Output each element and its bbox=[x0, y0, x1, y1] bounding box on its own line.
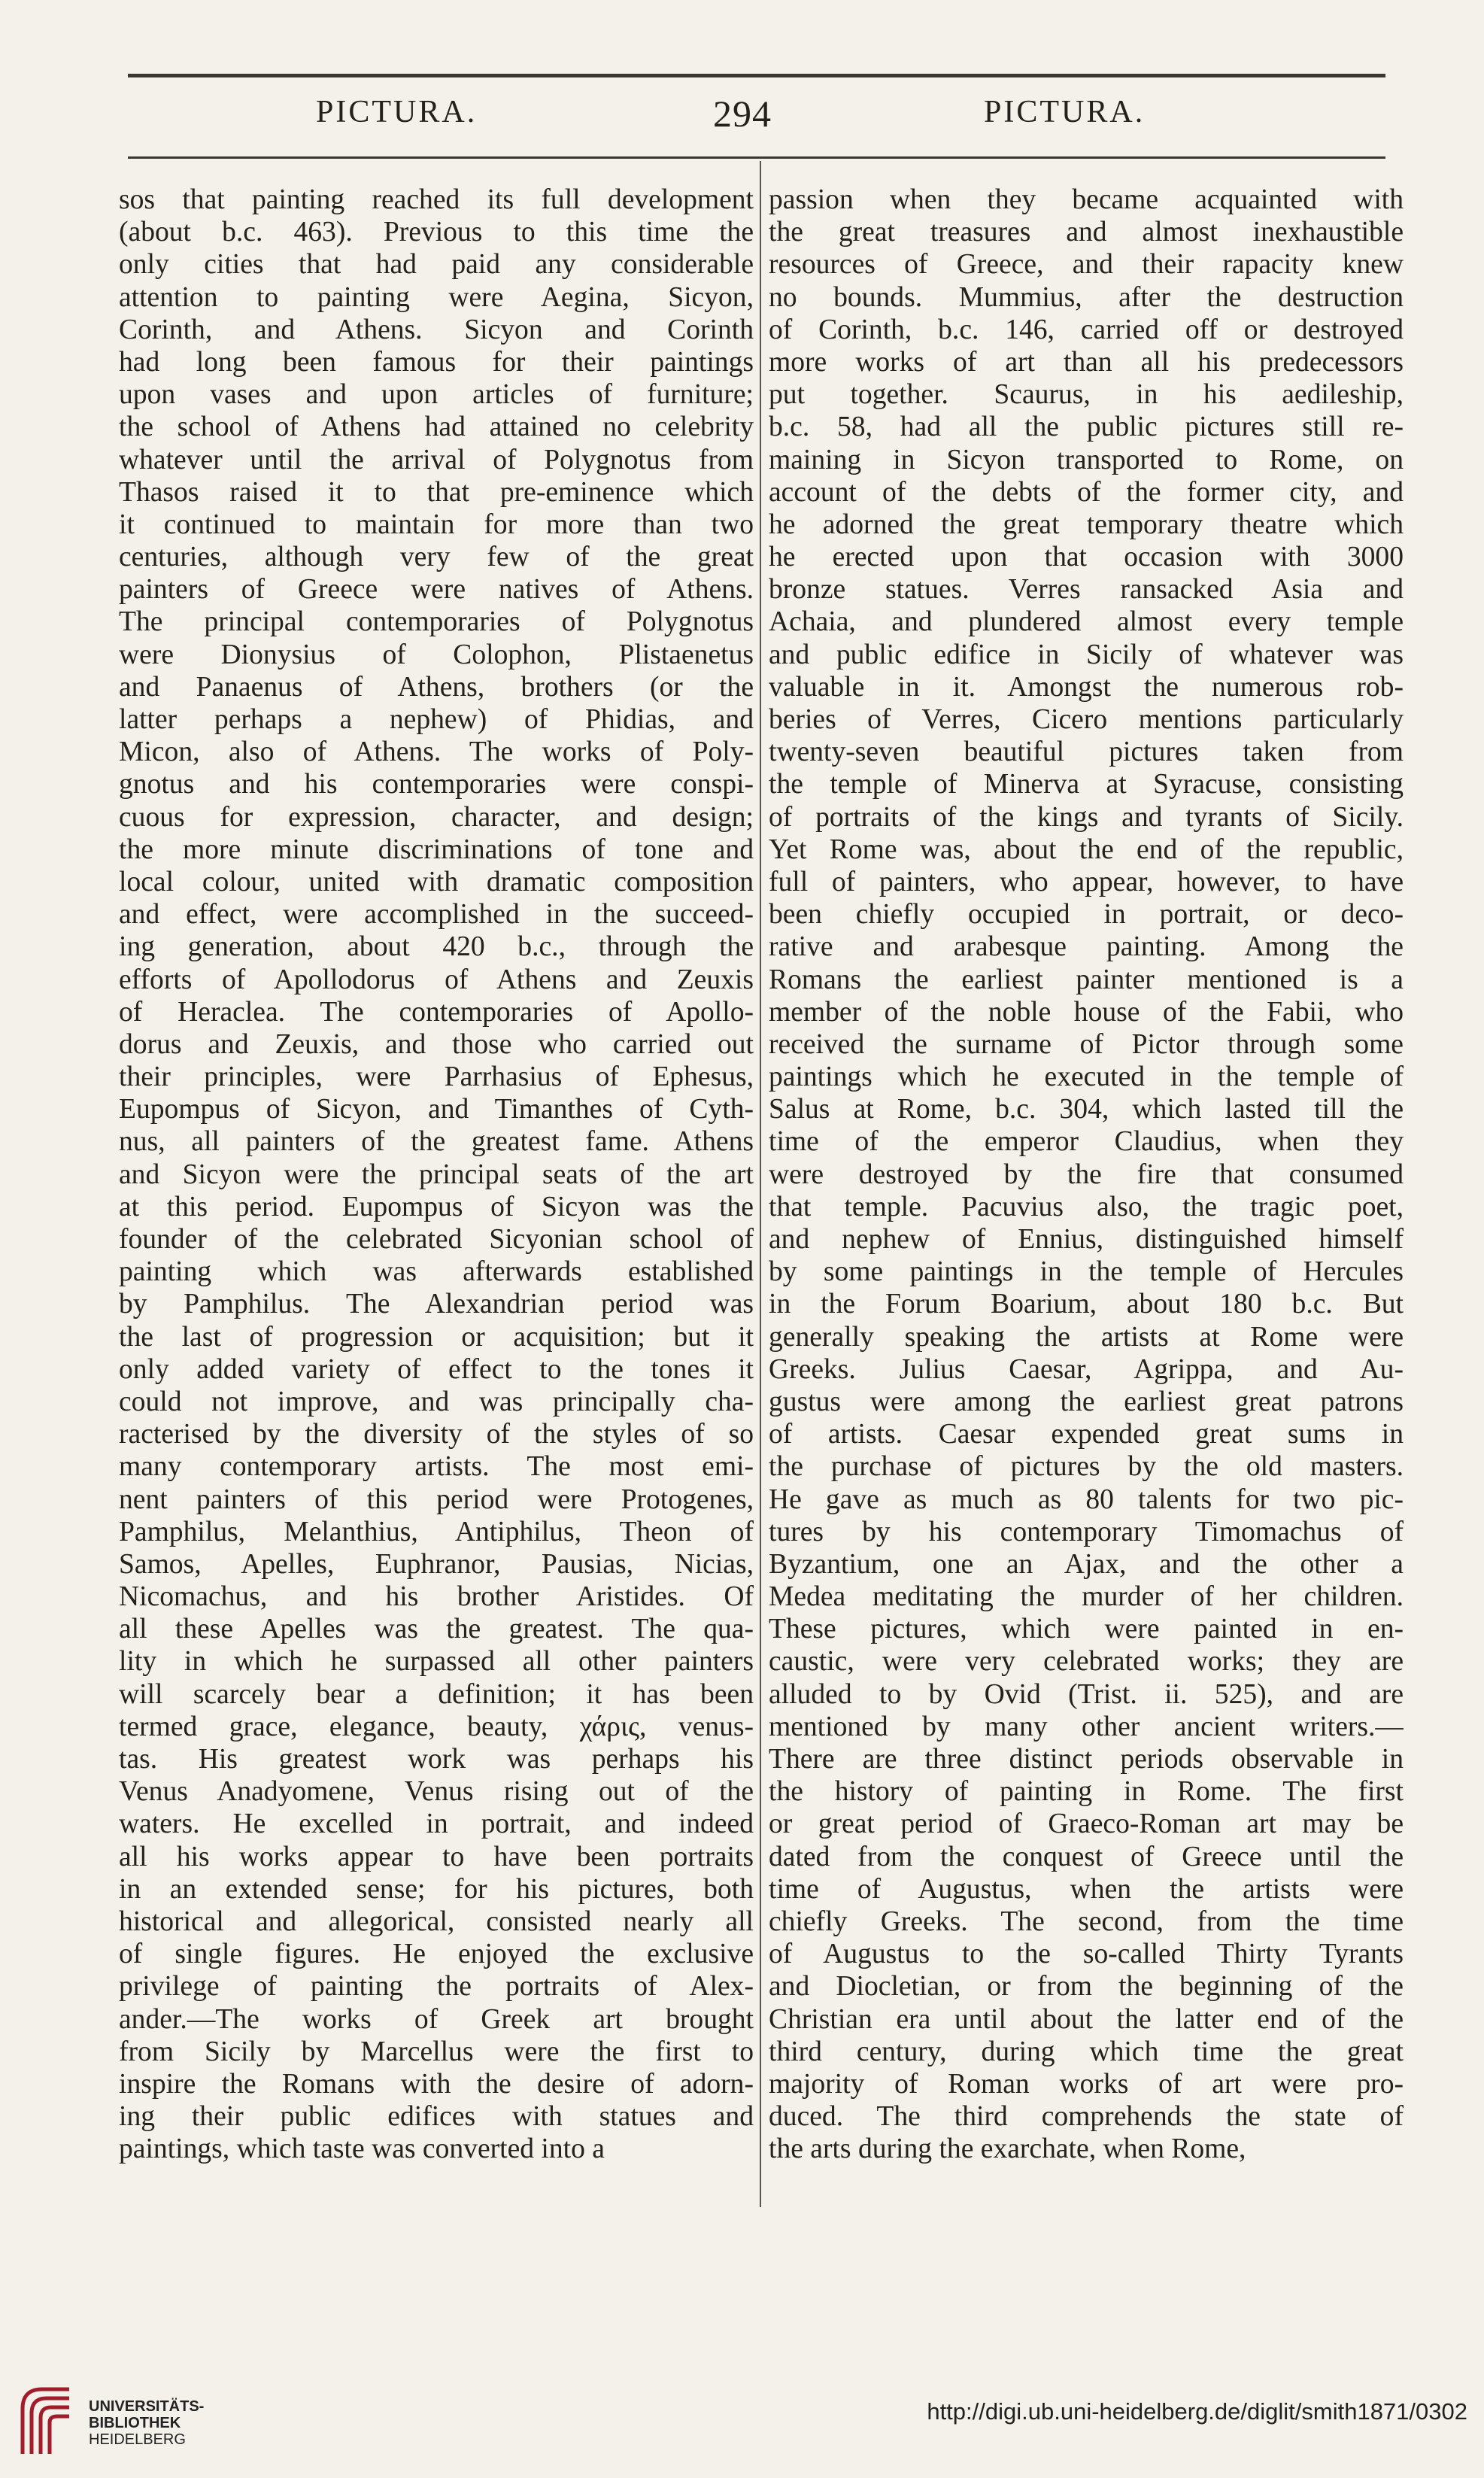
text-line: in an extended sense; for his pictures, both bbox=[119, 1873, 754, 1905]
text-line: been chiefly occupied in portrait, or deco- bbox=[769, 899, 1404, 931]
text-line: no bounds. Mummius, after the destruction bbox=[769, 281, 1404, 313]
text-line: twenty-seven beautiful pictures taken from bbox=[769, 736, 1404, 768]
text-line: and effect, were accomplished in the succeed- bbox=[119, 899, 754, 931]
text-line: and public edifice in Sicily of whatever was bbox=[769, 639, 1404, 670]
text-line: whatever until the arrival of Polygnotus from bbox=[119, 444, 754, 475]
text-line: of Heraclea. The contemporaries of Apollo- bbox=[119, 996, 754, 1028]
text-line: local colour, united with dramatic composition bbox=[119, 866, 754, 897]
text-line: ing generation, about 420 b.c., through the bbox=[119, 931, 754, 963]
text-line: painters of Greece were natives of Athens. bbox=[119, 574, 754, 606]
text-line: and Diocletian, or from the beginning of the bbox=[769, 1971, 1404, 2003]
text-line: tures by his contemporary Timomachus of bbox=[769, 1516, 1404, 1547]
column-divider bbox=[760, 161, 761, 2207]
text-line: third century, during which time the great bbox=[769, 2036, 1404, 2067]
text-line: There are three distinct periods observable in bbox=[769, 1744, 1404, 1775]
text-line: from Sicily by Marcellus were the first to bbox=[119, 2036, 754, 2067]
text-line: full of painters, who appear, however, to have bbox=[769, 866, 1404, 897]
text-line: at this period. Eupompus of Sicyon was the bbox=[119, 1191, 754, 1222]
page-footer bbox=[0, 2370, 1484, 2478]
institution-name-line1: UNIVERSITÄTS- bbox=[89, 2398, 205, 2415]
institution-name-line2: BIBLIOTHEK bbox=[89, 2415, 181, 2431]
ub-heidelberg-logo-icon[interactable] bbox=[17, 2379, 80, 2461]
text-line: rative and arabesque painting. Among the bbox=[769, 931, 1404, 963]
text-line: beries of Verres, Cicero mentions particularly bbox=[769, 704, 1404, 735]
text-line: of portraits of the kings and tyrants of Sicily. bbox=[769, 801, 1404, 833]
text-line: founder of the celebrated Sicyonian school of bbox=[119, 1224, 754, 1255]
text-line: caustic, were very celebrated works; they are bbox=[769, 1646, 1404, 1678]
text-line: tas. His greatest work was perhaps his bbox=[119, 1744, 754, 1775]
text-line: passion when they became acquainted with bbox=[769, 184, 1404, 215]
right-text-column bbox=[769, 184, 1404, 2165]
text-line: only cities that had paid any considerable bbox=[119, 249, 754, 281]
text-line: the history of painting in Rome. The first bbox=[769, 1776, 1404, 1808]
text-line: privilege of painting the portraits of Alex- bbox=[119, 1971, 754, 2003]
text-line: bronze statues. Verres ransacked Asia and bbox=[769, 574, 1404, 606]
text-line: he adorned the great temporary theatre which bbox=[769, 509, 1404, 540]
text-line: Yet Rome was, about the end of the republic, bbox=[769, 834, 1404, 865]
text-line: Eupompus of Sicyon, and Timanthes of Cyth- bbox=[119, 1094, 754, 1125]
text-line: racterised by the diversity of the styles of so bbox=[119, 1419, 754, 1450]
text-line: nent painters of this period were Protogenes, bbox=[119, 1483, 754, 1515]
text-line: in the Forum Boarium, about 180 b.c. But bbox=[769, 1289, 1404, 1320]
text-line: majority of Roman works of art were pro- bbox=[769, 2068, 1404, 2100]
source-url-link[interactable]: http://digi.ub.uni-heidelberg.de/diglit/smith1871/0302 bbox=[927, 2398, 1467, 2425]
text-line: the school of Athens had attained no celebrity bbox=[119, 411, 754, 443]
text-line: time of Augustus, when the artists were bbox=[769, 1873, 1404, 1905]
text-line: that temple. Pacuvius also, the tragic poet, bbox=[769, 1191, 1404, 1222]
text-line: generally speaking the artists at Rome were bbox=[769, 1321, 1404, 1353]
text-line: were Dionysius of Colophon, Plistaenetus bbox=[119, 639, 754, 670]
text-line: lity in which he surpassed all other painters bbox=[119, 1646, 754, 1678]
text-line: received the surname of Pictor through some bbox=[769, 1028, 1404, 1060]
text-line: Romans the earliest painter mentioned is a bbox=[769, 964, 1404, 995]
text-line: ing their public edifices with statues and bbox=[119, 2101, 754, 2133]
running-head-left: PICTURA. bbox=[316, 95, 478, 129]
text-line: time of the emperor Claudius, when they bbox=[769, 1126, 1404, 1158]
text-line: and Sicyon were the principal seats of the art bbox=[119, 1159, 754, 1190]
text-line: gustus were among the earliest great patrons bbox=[769, 1386, 1404, 1417]
text-line: of Corinth, b.c. 146, carried off or destroyed bbox=[769, 314, 1404, 345]
institution-name-line3: HEIDELBERG bbox=[89, 2431, 186, 2448]
text-line: Thasos raised it to that pre-eminence which bbox=[119, 476, 754, 508]
text-line: it continued to maintain for more than two bbox=[119, 509, 754, 540]
text-line: paintings which he executed in the temple of bbox=[769, 1061, 1404, 1093]
text-line: the great treasures and almost inexhaustible bbox=[769, 217, 1404, 248]
text-line: Byzantium, one an Ajax, and the other a bbox=[769, 1548, 1404, 1580]
text-line: paintings, which taste was converted into a bbox=[119, 2133, 605, 2165]
text-line: the last of progression or acquisition; but it bbox=[119, 1321, 754, 1353]
text-line: were destroyed by the fire that consumed bbox=[769, 1159, 1404, 1190]
text-line: dorus and Zeuxis, and those who carried out bbox=[119, 1028, 754, 1060]
left-text-column bbox=[119, 184, 754, 2165]
header-bottom-rule bbox=[128, 156, 1385, 159]
text-line: the purchase of pictures by the old masters. bbox=[769, 1451, 1404, 1483]
text-line: Pamphilus, Melanthius, Antiphilus, Theon of bbox=[119, 1516, 754, 1547]
text-line: and Panaenus of Athens, brothers (or the bbox=[119, 671, 754, 703]
text-line: resources of Greece, and their rapacity knew bbox=[769, 249, 1404, 281]
text-line: nus, all painters of the greatest fame. Athens bbox=[119, 1126, 754, 1158]
text-line: could not improve, and was principally cha- bbox=[119, 1386, 754, 1417]
text-line: many contemporary artists. The most emi- bbox=[119, 1451, 754, 1483]
text-line: waters. He excelled in portrait, and indeed bbox=[119, 1808, 754, 1840]
text-line: upon vases and upon articles of furniture; bbox=[119, 379, 754, 411]
text-line: all these Apelles was the greatest. The qua- bbox=[119, 1614, 754, 1645]
text-line: all his works appear to have been portraits bbox=[119, 1841, 754, 1872]
text-line: Medea meditating the murder of her children. bbox=[769, 1581, 1404, 1613]
text-line: He gave as much as 80 talents for two pic- bbox=[769, 1483, 1404, 1515]
text-line: put together. Scaurus, in his aedileship, bbox=[769, 379, 1404, 411]
header-top-rule bbox=[128, 74, 1385, 77]
text-line: Micon, also of Athens. The works of Poly- bbox=[119, 736, 754, 768]
text-line: duced. The third comprehends the state of bbox=[769, 2101, 1404, 2133]
text-line: gnotus and his contemporaries were conspi- bbox=[119, 769, 754, 800]
text-line: account of the debts of the former city, and bbox=[769, 476, 1404, 508]
page-number: 294 bbox=[713, 93, 772, 135]
text-line: their principles, were Parrhasius of Ephesus, bbox=[119, 1061, 754, 1093]
text-line: efforts of Apollodorus of Athens and Zeuxis bbox=[119, 964, 754, 995]
text-line: the temple of Minerva at Syracuse, consisting bbox=[769, 769, 1404, 800]
text-line: historical and allegorical, consisted nearly all bbox=[119, 1906, 754, 1937]
text-line: attention to painting were Aegina, Sicyon, bbox=[119, 281, 754, 313]
text-line: of single figures. He enjoyed the exclusive bbox=[119, 1939, 754, 1970]
text-line: The principal contemporaries of Polygnotus bbox=[119, 606, 754, 638]
text-line: by Pamphilus. The Alexandrian period was bbox=[119, 1289, 754, 1320]
text-line: and nephew of Ennius, distinguished himself bbox=[769, 1224, 1404, 1255]
text-line: chiefly Greeks. The second, from the time bbox=[769, 1906, 1404, 1937]
text-line: alluded to by Ovid (Trist. ii. 525), and are bbox=[769, 1678, 1404, 1710]
text-line: painting which was afterwards established bbox=[119, 1256, 754, 1288]
text-line: mentioned by many other ancient writers.— bbox=[769, 1711, 1404, 1742]
text-line: the more minute discriminations of tone and bbox=[119, 834, 754, 865]
text-line: ander.—The works of Greek art brought bbox=[119, 2003, 754, 2035]
text-line: Samos, Apelles, Euphranor, Pausias, Nicias, bbox=[119, 1548, 754, 1580]
text-line: maining in Sicyon transported to Rome, on bbox=[769, 444, 1404, 475]
text-line: Corinth, and Athens. Sicyon and Corinth bbox=[119, 314, 754, 345]
text-line: he erected upon that occasion with 3000 bbox=[769, 542, 1404, 573]
text-line: Venus Anadyomene, Venus rising out of the bbox=[119, 1776, 754, 1808]
text-line: of Augustus to the so-called Thirty Tyrants bbox=[769, 1939, 1404, 1970]
text-line: sos that painting reached its full development bbox=[119, 184, 754, 215]
text-line: centuries, although very few of the great bbox=[119, 542, 754, 573]
running-head-right: PICTURA. bbox=[984, 95, 1146, 129]
text-line: These pictures, which were painted in en- bbox=[769, 1614, 1404, 1645]
text-line: had long been famous for their paintings bbox=[119, 346, 754, 378]
text-line: the arts during the exarchate, when Rome, bbox=[769, 2133, 1246, 2165]
text-line: will scarcely bear a definition; it has been bbox=[119, 1678, 754, 1710]
text-line: (about b.c. 463). Previous to this time the bbox=[119, 217, 754, 248]
text-line: b.c. 58, had all the public pictures still re- bbox=[769, 411, 1404, 443]
text-line: only added variety of effect to the tones it bbox=[119, 1353, 754, 1385]
text-line: of artists. Caesar expended great sums in bbox=[769, 1419, 1404, 1450]
text-line: member of the noble house of the Fabii, who bbox=[769, 996, 1404, 1028]
text-line: Nicomachus, and his brother Aristides. Of bbox=[119, 1581, 754, 1613]
text-line: Christian era until about the latter end of the bbox=[769, 2003, 1404, 2035]
text-line: dated from the conquest of Greece until the bbox=[769, 1841, 1404, 1872]
text-line: Greeks. Julius Caesar, Agrippa, and Au- bbox=[769, 1353, 1404, 1385]
text-line: more works of art than all his predecessors bbox=[769, 346, 1404, 378]
text-line: latter perhaps a nephew) of Phidias, and bbox=[119, 704, 754, 735]
text-line: inspire the Romans with the desire of adorn- bbox=[119, 2068, 754, 2100]
text-line: or great period of Graeco-Roman art may be bbox=[769, 1808, 1404, 1840]
text-line: cuous for expression, character, and design; bbox=[119, 801, 754, 833]
text-line: termed grace, elegance, beauty, χάρις, venus- bbox=[119, 1711, 754, 1742]
text-line: Achaia, and plundered almost every temple bbox=[769, 606, 1404, 638]
text-line: Salus at Rome, b.c. 304, which lasted till the bbox=[769, 1094, 1404, 1125]
text-line: valuable in it. Amongst the numerous rob- bbox=[769, 671, 1404, 703]
text-line: by some paintings in the temple of Hercules bbox=[769, 1256, 1404, 1288]
